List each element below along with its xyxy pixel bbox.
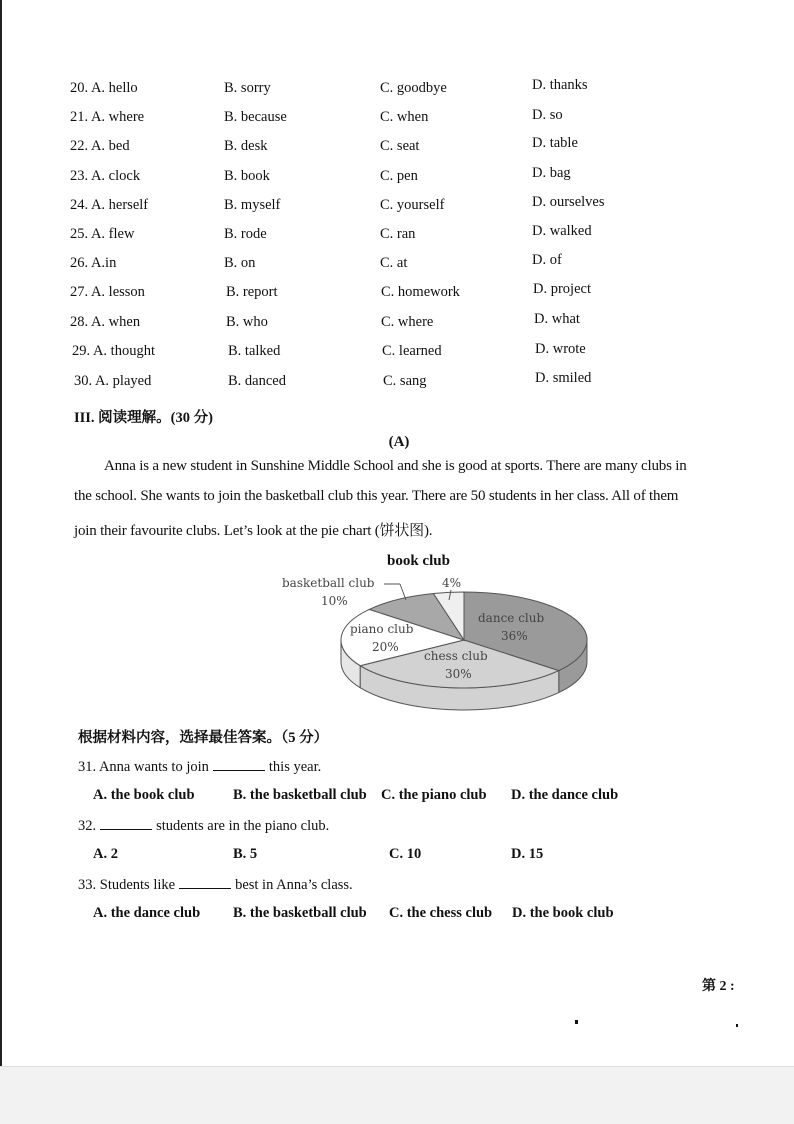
option-c: C. when bbox=[380, 109, 429, 125]
option-row bbox=[2, 311, 794, 336]
slice-label-chess: chess club bbox=[424, 649, 488, 663]
option-c: C. ran bbox=[380, 226, 416, 242]
option-a: 23. A. clock bbox=[70, 168, 141, 184]
slice-value-dance: 36% bbox=[501, 629, 528, 643]
option-row bbox=[2, 343, 794, 365]
option-a: 28. A. when bbox=[70, 314, 141, 330]
passage-line: join their favourite clubs. Let’s look at the pie chart (饼状图). bbox=[74, 523, 433, 539]
option-d: D. ourselves bbox=[532, 194, 605, 210]
question-text: 33. Students like bbox=[78, 877, 176, 893]
option-a: 25. A. flew bbox=[70, 226, 135, 242]
choice-c: C. 10 bbox=[389, 846, 422, 862]
option-c: C. homework bbox=[381, 284, 460, 300]
choice-d: D. the book club bbox=[512, 905, 614, 921]
scan-dot bbox=[575, 1020, 578, 1024]
question-31 bbox=[78, 758, 321, 776]
choice-b: B. the basketball club bbox=[233, 905, 367, 921]
option-c: C. learned bbox=[382, 343, 442, 359]
option-b: B. talked bbox=[228, 343, 281, 359]
option-row bbox=[2, 223, 794, 248]
option-a: 26. A.in bbox=[70, 255, 117, 271]
option-a: 27. A. lesson bbox=[70, 284, 145, 300]
slice-label-dance: dance club bbox=[478, 611, 545, 625]
slice-label-basketball: basketball club bbox=[282, 576, 375, 590]
option-c: C. pen bbox=[380, 168, 418, 184]
choice-c: C. the chess club bbox=[389, 905, 493, 921]
option-row bbox=[2, 194, 794, 219]
choice-c: C. the piano club bbox=[381, 787, 487, 803]
chart-title: book club bbox=[387, 553, 450, 569]
slice-label-piano: piano club bbox=[350, 622, 414, 636]
option-row bbox=[2, 77, 794, 102]
option-a: 21. A. where bbox=[70, 109, 145, 125]
option-d: D. thanks bbox=[532, 77, 588, 93]
option-row bbox=[2, 281, 794, 306]
option-c: C. where bbox=[381, 314, 434, 330]
option-b: B. because bbox=[224, 109, 287, 125]
option-c: C. sang bbox=[383, 373, 427, 389]
choice-b: B. 5 bbox=[233, 846, 258, 862]
choice-row bbox=[2, 846, 794, 868]
option-d: D. what bbox=[534, 311, 580, 327]
page-bottom-margin bbox=[0, 1066, 794, 1124]
option-a: 29. A. thought bbox=[72, 343, 155, 359]
question-text: best in Anna’s class. bbox=[235, 877, 353, 893]
choice-b: B. the basketball club bbox=[233, 787, 367, 803]
option-c: C. seat bbox=[380, 138, 420, 154]
slice-value-book: 4% bbox=[442, 576, 462, 590]
option-row bbox=[2, 252, 794, 277]
option-b: B. who bbox=[226, 314, 268, 330]
slice-value-basketball: 10% bbox=[321, 594, 348, 608]
answer-blank bbox=[100, 817, 152, 830]
question-instruction: 根据材料内容，选择最佳答案。（5 分） bbox=[78, 730, 329, 746]
basketball-leader-line bbox=[400, 584, 406, 600]
option-d: D. table bbox=[532, 135, 578, 151]
passage-line: Anna is a new student in Sunshine Middle School and she is good at sports. There are many clubs in bbox=[104, 458, 687, 474]
choice-row bbox=[2, 905, 794, 927]
question-text: 31. Anna wants to join bbox=[78, 759, 209, 775]
question-text: students are in the piano club. bbox=[156, 818, 330, 834]
scan-dot bbox=[736, 1024, 738, 1027]
option-row bbox=[2, 370, 794, 395]
option-a: 22. A. bed bbox=[70, 138, 130, 154]
option-b: B. sorry bbox=[224, 80, 271, 96]
passage-line: the school. She wants to join the basketball club this year. There are 50 students in her class. All of them bbox=[74, 488, 679, 504]
page-number: 第 2 : bbox=[702, 979, 735, 994]
option-d: D. so bbox=[532, 107, 563, 123]
option-row bbox=[2, 135, 794, 160]
choice-a: A. the book club bbox=[93, 787, 195, 803]
option-a: 20. A. hello bbox=[70, 80, 138, 96]
option-row bbox=[2, 109, 794, 131]
option-b: B. danced bbox=[228, 373, 286, 389]
option-b: B. desk bbox=[224, 138, 268, 154]
slice-value-piano: 20% bbox=[372, 640, 399, 654]
answer-blank bbox=[179, 876, 231, 889]
option-b: B. on bbox=[224, 255, 256, 271]
option-d: D. walked bbox=[532, 223, 592, 239]
option-d: D. bag bbox=[532, 165, 571, 181]
option-c: C. at bbox=[380, 255, 408, 271]
option-d: D. of bbox=[532, 252, 562, 268]
choice-a: A. 2 bbox=[93, 846, 118, 862]
choice-d: D. the dance club bbox=[511, 787, 619, 803]
choice-d: D. 15 bbox=[511, 846, 544, 862]
option-a: 30. A. played bbox=[74, 373, 152, 389]
question-text: 32. bbox=[78, 818, 97, 834]
option-d: D. wrote bbox=[535, 341, 586, 357]
option-d: D. project bbox=[533, 281, 591, 297]
option-a: 24. A. herself bbox=[70, 197, 149, 213]
answer-blank bbox=[213, 758, 265, 771]
section-heading: III. 阅读理解。(30 分) bbox=[74, 410, 213, 426]
option-d: D. smiled bbox=[535, 370, 592, 386]
option-row bbox=[2, 165, 794, 190]
option-c: C. goodbye bbox=[380, 80, 447, 96]
pie-chart bbox=[2, 548, 794, 718]
option-b: B. book bbox=[224, 168, 270, 184]
passage-title: (A) bbox=[388, 434, 410, 450]
option-c: C. yourself bbox=[380, 197, 445, 213]
option-b: B. report bbox=[226, 284, 278, 300]
option-b: B. rode bbox=[224, 226, 267, 242]
slice-value-chess: 30% bbox=[445, 667, 472, 681]
choice-a: A. the dance club bbox=[93, 905, 201, 921]
question-33 bbox=[78, 876, 353, 894]
question-32 bbox=[78, 817, 329, 835]
question-text: this year. bbox=[268, 759, 322, 775]
option-b: B. myself bbox=[224, 197, 281, 213]
choice-row bbox=[2, 787, 794, 809]
